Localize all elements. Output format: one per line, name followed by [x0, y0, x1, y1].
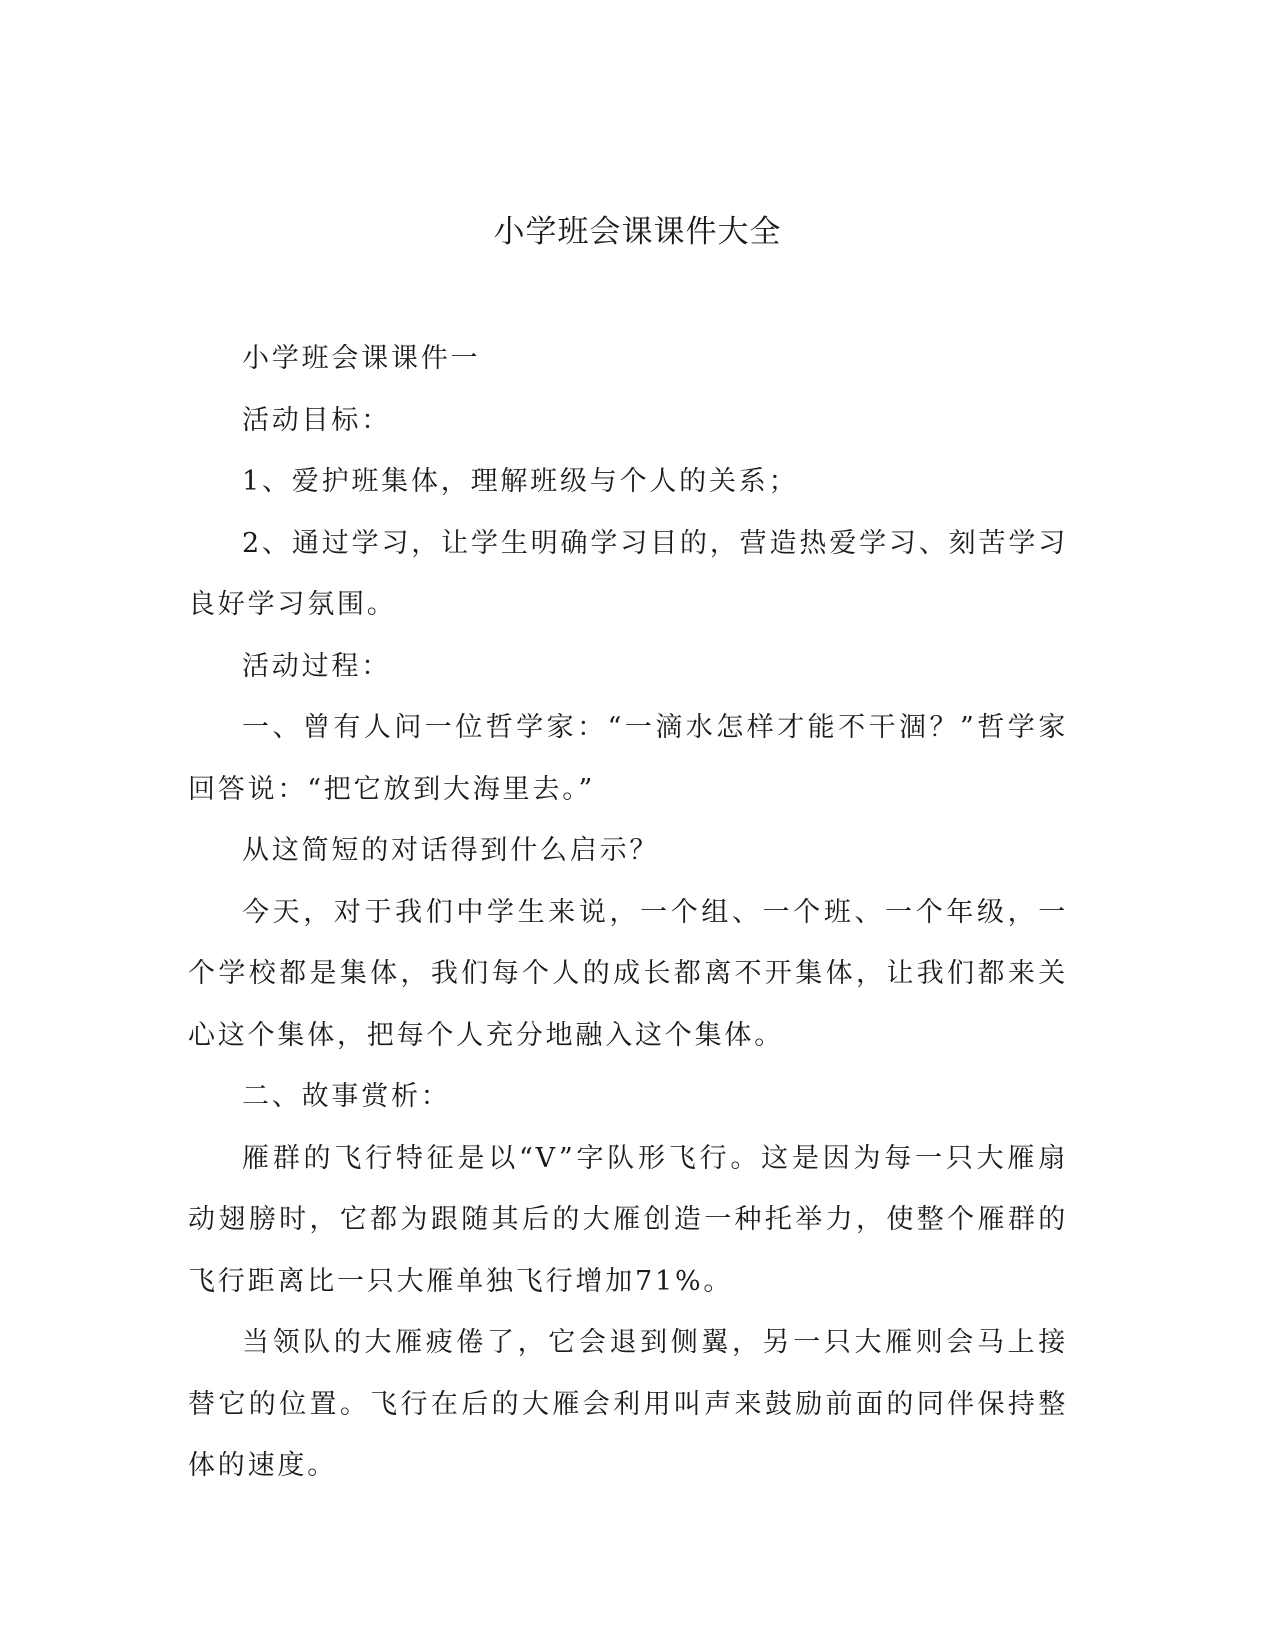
paragraph: 小学班会课课件一: [242, 343, 481, 374]
paragraph: 当领队的大雁疲倦了，它会退到侧翼，另一只大雁则会马上接替它的位置。飞行在后的大雁会利用叫声来鼓励前面的同伴保持整体的速度。: [188, 1327, 1068, 1481]
document-body: [188, 328, 1068, 1497]
document-title: 小学班会课课件大全: [493, 214, 782, 250]
paragraph: 活动目标：: [242, 404, 391, 436]
paragraph: 今天，对于我们中学生来说，一个组、一个班、一个年级，一个学校都是集体，我们每个人的成长都离不开集体，让我们都来关心这个集体，把每个人充分地融入这个集体。: [188, 896, 1068, 1051]
paragraph: 雁群的飞行特征是以“V”字队形飞行。这是因为每一只大雁扇动翅膀时，它都为跟随其后的大雁创造一种托举力，使整个雁群的飞行距离比一只大雁单独飞行增加71%。: [188, 1142, 1068, 1297]
paragraph: 活动过程：: [242, 650, 391, 682]
paragraph: 2、通过学习，让学生明确学习目的，营造热爱学习、刻苦学习良好学习氛围。: [188, 527, 1068, 620]
paragraph: 一、曾有人问一位哲学家：“一滴水怎样才能不干涸？”哲学家回答说：“把它放到大海里去。”: [188, 712, 1068, 805]
paragraph: 二、故事赏析：: [242, 1081, 451, 1112]
paragraph: 从这简短的对话得到什么启示？: [242, 835, 660, 866]
paragraph: 1、爱护班集体，理解班级与个人的关系；: [242, 466, 799, 497]
